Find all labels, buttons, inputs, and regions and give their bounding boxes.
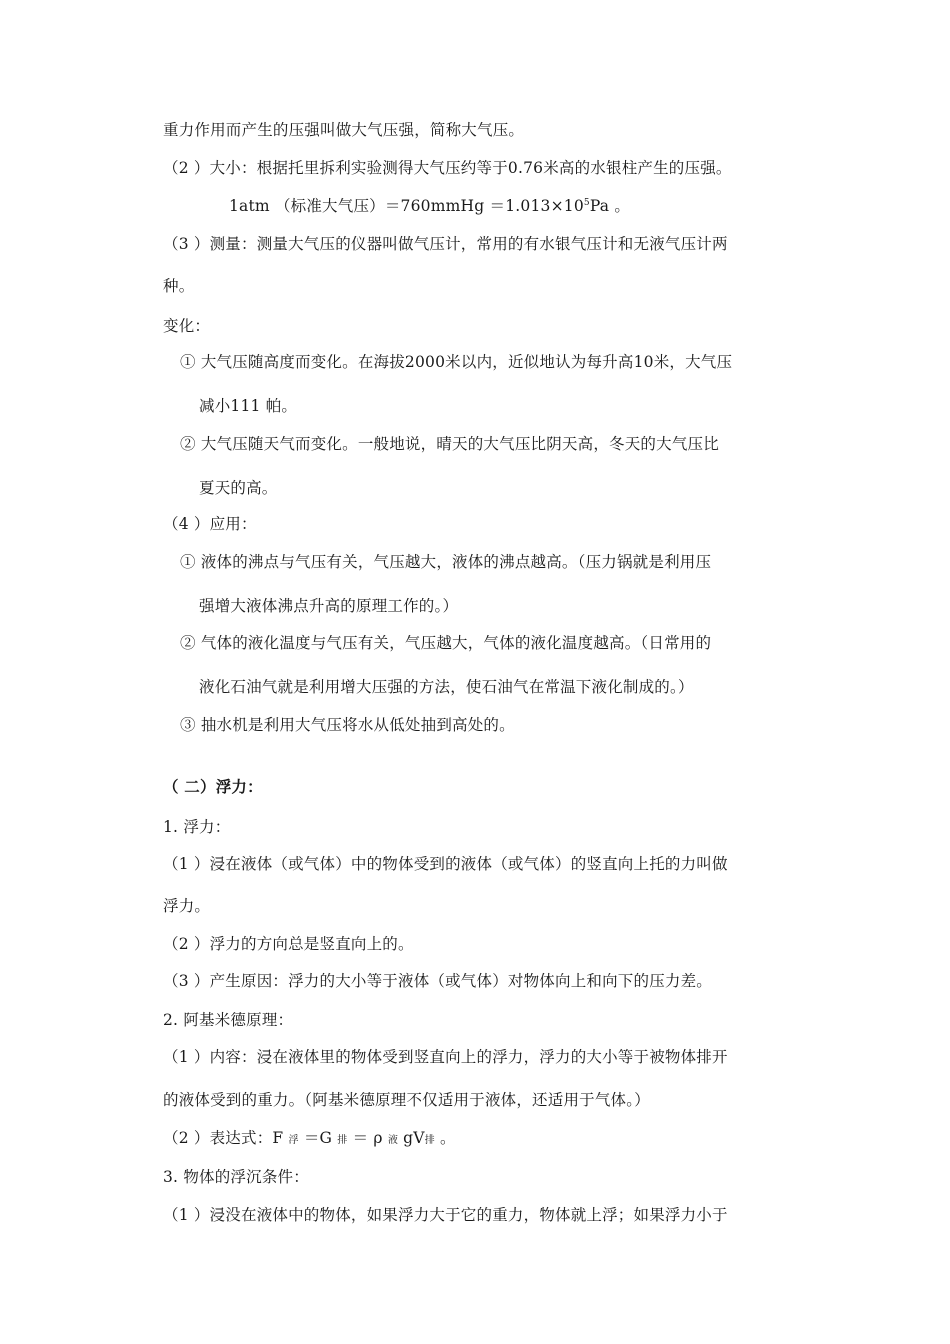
paragraph-line: 变化： (163, 317, 211, 335)
paragraph-line: 种。 (163, 277, 195, 295)
paragraph-line: （1 ）浸没在液体中的物体，如果浮力大于它的重力，物体就上浮；如果浮力小于 (163, 1206, 728, 1224)
formula-text: gV (398, 1129, 425, 1147)
paragraph-line: 重力作用而产生的压强叫做大气压强，简称大气压。 (163, 121, 525, 139)
formula-text: 。 (434, 1129, 456, 1147)
paragraph-line: （2 ）浮力的方向总是竖直向上的。 (163, 935, 414, 953)
subscript: 排 (337, 1135, 348, 1146)
formula-line (229, 196, 630, 216)
list-item-continuation: 夏天的高。 (199, 479, 278, 497)
subscript: 液 (387, 1135, 399, 1146)
paragraph-line: （3 ）产生原因：浮力的大小等于液体（或气体）对物体向上和向下的压力差。 (163, 972, 712, 990)
paragraph-line: （3 ）测量：测量大气压的仪器叫做气压计，常用的有水银气压计和无液气压计两 (163, 235, 728, 253)
paragraph-line: （4 ）应用： (163, 515, 257, 533)
list-item-continuation: 强增大液体沸点升高的原理工作的。） (199, 597, 459, 615)
paragraph-line: （1 ）浸在液体（或气体）中的物体受到的液体（或气体）的竖直向上托的力叫做 (163, 855, 728, 873)
superscript: 5 (583, 197, 590, 208)
list-item: ② 大气压随天气而变化。一般地说，晴天的大气压比阴天高，冬天的大气压比 (180, 435, 719, 453)
list-item-continuation: 减小111 帕。 (199, 397, 298, 415)
subscript: 浮 (288, 1135, 299, 1146)
formula-text: ＝ ρ (347, 1129, 388, 1147)
list-item-continuation: 液化石油气就是利用增大压强的方法，使石油气在常温下液化制成的。） (199, 678, 694, 696)
numbered-heading: 3. 物体的浮沉条件： (163, 1168, 309, 1186)
formula-text: ＝G (298, 1129, 338, 1147)
list-item: ① 液体的沸点与气压有关，气压越大，液体的沸点越高。（压力锅就是利用压 (180, 553, 712, 571)
list-item: ① 大气压随高度而变化。在海拔2000米以内，近似地认为每升高10米，大气压 (180, 353, 733, 371)
list-item: ③ 抽水机是利用大气压将水从低处抽到高处的。 (180, 716, 515, 734)
paragraph-line: （2 ）大小：根据托里拆利实验测得大气压约等于0.76米高的水银柱产生的压强。 (163, 159, 732, 177)
paragraph-line: 浮力。 (163, 897, 211, 915)
formula-text: Pa 。 (589, 197, 631, 215)
numbered-heading: 2. 阿基米德原理： (163, 1011, 294, 1029)
paragraph-line: （1 ）内容：浸在液体里的物体受到竖直向上的浮力，浮力的大小等于被物体排开 (163, 1048, 728, 1066)
formula-text: （2 ）表达式：F (163, 1129, 289, 1147)
list-item: ② 气体的液化温度与气压有关，气压越大，气体的液化温度越高。（日常用的 (180, 634, 712, 652)
formula-line (163, 1128, 456, 1151)
subscript: 排 (424, 1135, 435, 1146)
numbered-heading: 1. 浮力： (163, 818, 231, 836)
paragraph-line: 的液体受到的重力。（阿基米德原理不仅适用于液体，还适用于气体。） (163, 1091, 650, 1109)
section-heading: （ 二）浮力： (163, 777, 263, 796)
formula-text: 1atm （标准大气压）＝760mmHg ＝1.013×10 (229, 197, 584, 215)
